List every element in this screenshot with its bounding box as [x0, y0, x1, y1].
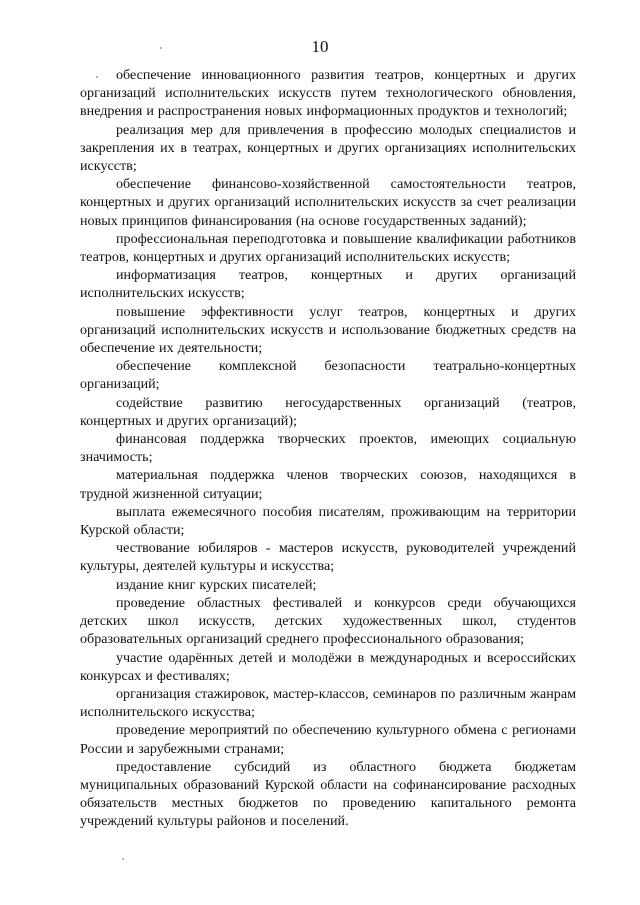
- list-item: реализация мер для привлечения в профессию молодых специалистов и закрепления их в театрах, концертных и других организациях исполнительских искусств;: [80, 121, 576, 175]
- list-item: проведение областных фестивалей и конкурсов среди обучающихся детских школ искусств, детских художественных школ, студентов образовательных организаций среднего профессионального образования;: [80, 594, 576, 648]
- scan-speck: [122, 858, 124, 860]
- list-item: выплата ежемесячного пособия писателям, проживающим на территории Курской области;: [80, 503, 576, 539]
- list-item: предоставление субсидий из областного бюджета бюджетам муниципальных образований Курской области на софинансирование расходных обязательств местных бюджетов по проведению капитального ремонта учреждений культуры районов и поселений.: [80, 758, 576, 830]
- scan-speck: [160, 47, 162, 49]
- list-item: обеспечение финансово-хозяйственной самостоятельности театров, концертных и других организаций исполнительских искусств за счет реализации новых принципов финансирования (на основе государственных заданий);: [80, 176, 576, 229]
- list-item: обеспечение инновационного развития театров, концертных и других организаций исполнительских искусств путем технологического обновления, внедрения и распространения новых информационных продуктов и технологий;: [80, 67, 576, 120]
- document-body: [80, 66, 576, 831]
- list-item: издание книг курских писателей;: [116, 576, 317, 593]
- page-number: 10: [311, 37, 329, 56]
- list-item: проведение мероприятий по обеспечению культурного обмена с регионами России и зарубежными странами;: [80, 722, 576, 757]
- list-item: участие одарённых детей и молодёжи в международных и всероссийских конкурсах и фестивалях;: [80, 649, 576, 684]
- list-item: содействие развитию негосударственных организаций (театров, концертных и других организаций);: [80, 394, 576, 429]
- list-item: материальная поддержка членов творческих союзов, находящихся в трудной жизненной ситуации;: [80, 467, 576, 502]
- list-item: финансовая поддержка творческих проектов, имеющих социальную значимость;: [80, 431, 576, 466]
- list-item: организация стажировок, мастер-классов, семинаров по различным жанрам исполнительского искусства;: [80, 685, 576, 721]
- list-item: профессиональная переподготовка и повышение квалификации работников театров, концертных и других организаций исполнительских искусств;: [80, 230, 576, 266]
- list-item: информатизация театров, концертных и других организаций исполнительских искусств;: [80, 267, 576, 302]
- list-item: чествование юбиляров - мастеров искусств, руководителей учреждений культуры, деятелей культуры и искусства;: [80, 540, 576, 575]
- list-item: обеспечение комплексной безопасности театрально-концертных организаций;: [80, 358, 576, 393]
- list-item: повышение эффективности услуг театров, концертных и других организаций исполнительских искусств и использование бюджетных средств на обеспечение их деятельности;: [80, 303, 576, 357]
